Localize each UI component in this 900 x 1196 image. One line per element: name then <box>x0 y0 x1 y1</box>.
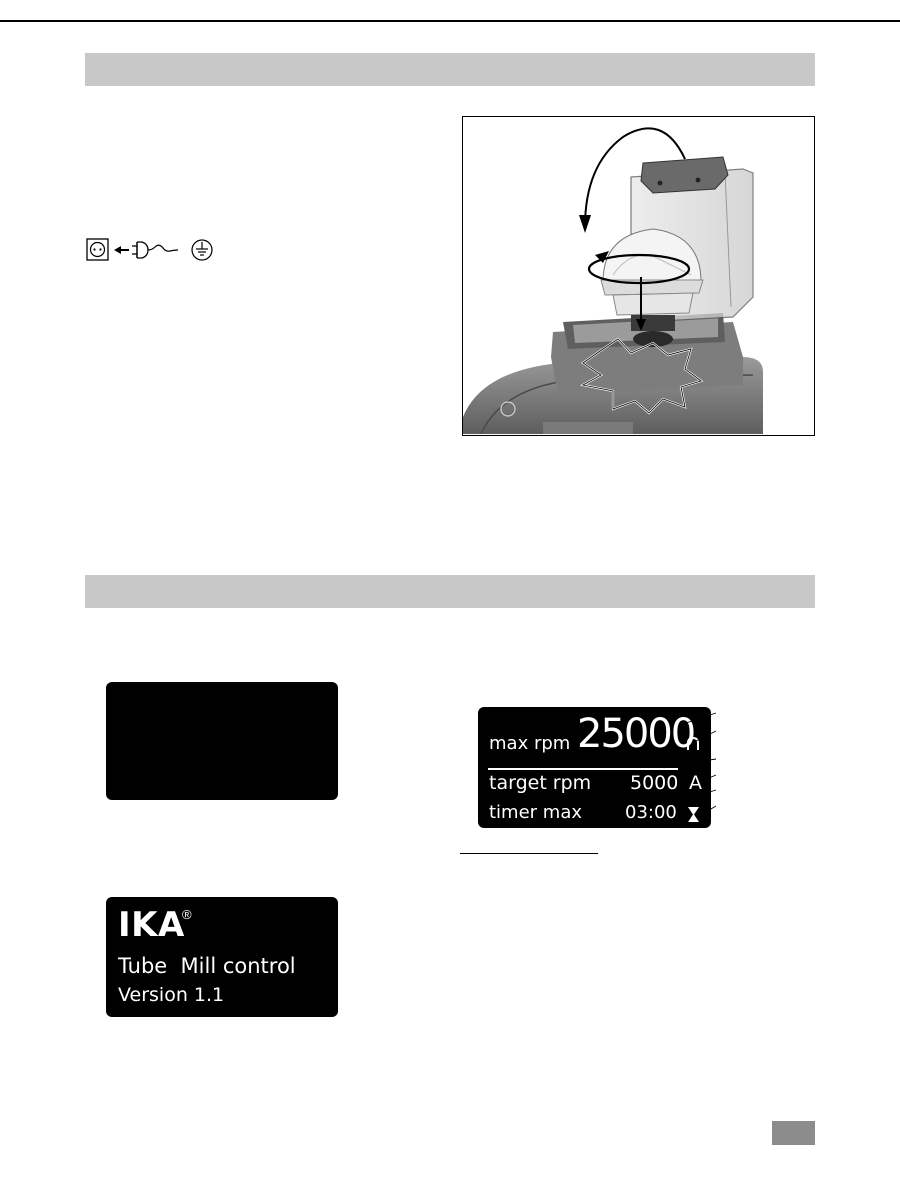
top-rule <box>0 20 900 22</box>
timer-max-label: timer max <box>489 802 583 823</box>
max-rpm-value: 25000 <box>577 711 695 757</box>
target-rpm-value: 5000 <box>630 772 679 794</box>
section-header-bar-1 <box>85 53 815 86</box>
target-rpm-label: target rpm <box>489 772 592 794</box>
timer-max-value: 03:00 <box>625 802 677 823</box>
plug-icon <box>132 242 148 258</box>
display-startup <box>106 897 338 1017</box>
ground-icon <box>192 240 212 260</box>
display-callout-lines <box>676 707 721 832</box>
display-blank <box>106 682 338 800</box>
ac-wave-icon <box>148 245 178 251</box>
version-text: Version 1.1 <box>118 984 225 1006</box>
mains-connection-symbols <box>86 238 221 262</box>
registered-mark: ® <box>182 907 192 922</box>
socket-icon <box>87 239 108 260</box>
page-number-tab <box>772 1121 815 1145</box>
display-divider <box>488 768 678 770</box>
section-header-bar-2 <box>85 575 815 608</box>
tube-mill-device <box>463 117 813 434</box>
ika-logo: IKA <box>118 905 185 945</box>
heading-underline <box>460 853 598 854</box>
mode-letter: A <box>689 772 702 794</box>
arrow-left-icon <box>114 246 129 254</box>
max-rpm-label: max rpm <box>489 733 571 754</box>
tube-mill-figure <box>462 116 815 436</box>
device-name-text: Tube Mill control <box>118 954 296 978</box>
